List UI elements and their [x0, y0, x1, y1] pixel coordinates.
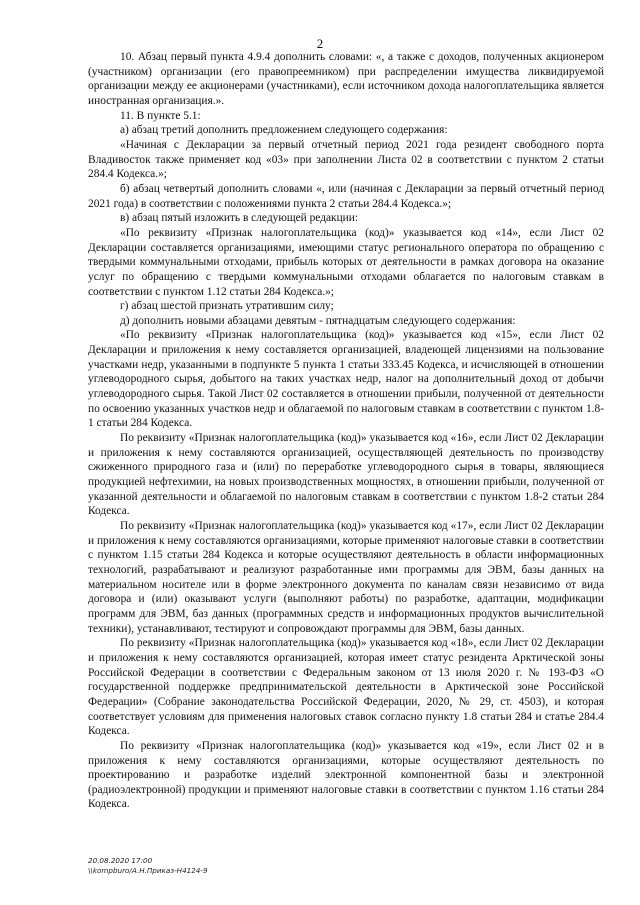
- paragraph-code-16: По реквизиту «Признак налогоплательщика (код)» указывается код «16», если Лист 02 Декларации и приложения к нему составляются организацией, осуществляющей деятельность по производству сжиженного природного газа и (или) по переработке углеводородного сырья в товары, являющиеся продукцией нефтехимии, на новых производственных мощностях, в отношении прибыли, полученной от указанной деятельности и облагаемой по налоговым ставкам в соответствии с пунктом 1.8-2 статьи 284 Кодекса.: [88, 432, 604, 518]
- paragraph-11b: б) абзац четвертый дополнить словами «, или (начиная с Декларации за первый отчетный период 2021 года) в соответствии с положениями пункта 2 статьи 284.4 Кодекса.»;: [88, 182, 604, 210]
- paragraph-code-14: «По реквизиту «Признак налогоплательщика (код)» указывается код «14», если Лист 02 Декларации составляется организациями, имеющими статус регионального оператора по обращению с твердыми коммунальными отходами, прибыль которых от деятельности в рамках договора на оказание услуг по обращению с твердыми коммунальными отходами облагается по налоговым ставкам в соответствии с пунктом 1.12 статьи 284 Кодекса.»;: [88, 226, 604, 298]
- paragraph-code-19: По реквизиту «Признак налогоплательщика (код)» указывается код «19», если Лист 02 и в приложения к нему составляются организациями, которые осуществляют деятельность по проектированию и разработке изделий электронной компонентной базы и электронной (радиоэлектронной) продукции и применяют налоговые ставки в соответствии с пунктом 1.16 статьи 284 Кодекса.: [88, 739, 604, 811]
- footer-timestamp: 20.08.2020 17:00: [88, 856, 153, 865]
- page-number: 2: [316, 36, 324, 51]
- paragraph-code-17: По реквизиту «Признак налогоплательщика (код)» указывается код «17», если Лист 02 Декларации и приложения к нему составляются организациями, которые применяют налоговые ставки в соответствии с пунктом 1.15 статьи 284 Кодекса и которые осуществляют деятельность в области информационных технологий, разрабатывают и реализуют разработанные ими программы для ЭВМ, базы данных на материальном носителе или в форме электронного документа по каналам связи независимо от вида договора и (или) оказывают услуги (выполняют работы) по разработке, адаптации, модификации программ для ЭВМ, баз данных (программных средств и информационных продуктов вычислительной техники), устанавливают, тестируют и сопровождают программы для ЭВМ, базы данных.: [88, 520, 604, 635]
- document-body: [88, 50, 604, 812]
- paragraph-11a: а) абзац третий дополнить предложением следующего содержания:: [120, 124, 448, 137]
- paragraph-11d: д) дополнить новыми абзацами девятым - пятнадцатым следующего содержания:: [120, 314, 516, 327]
- paragraph-11: 11. В пункте 5.1:: [120, 109, 201, 122]
- paragraph-10: 10. Абзац первый пункта 4.9.4 дополнить словами: «, а также с доходов, полученных акционером (участником) организации (его правопреемником) при распределении имущества ликвидируемой организации между ее акционерами (участниками), если источником дохода налогоплательщика является иностранная организация.».: [88, 51, 604, 107]
- footer-file-path: \\kompburo/A.H.Приказ-Н4124-9: [88, 866, 208, 875]
- paragraph-code-18: По реквизиту «Признак налогоплательщика (код)» указывается код «18», если Лист 02 Декларации и приложения к нему составляются организацией, которая имеет статус резидента Арктической зоны Российской Федерации в соответствии с Федеральным законом от 13 июля 2020 г. № 193-ФЗ «О государственной поддержке предпринимательской деятельности в Арктической зоне Российской Федерации» (Собрание законодательства Российской Федерации, 2020, № 29, ст. 4503), и которая соответствует условиям для применения налоговых ставок согласно пункту 1.8 статьи 284 и статье 284.4 Кодекса.: [88, 637, 604, 738]
- document-footer: [88, 856, 208, 876]
- paragraph-code-15: «По реквизиту «Признак налогоплательщика (код)» указывается код «15», если Лист 02 Декларации и приложения к нему составляется организацией, владеющей лицензиями на пользование участками недр, указанными в подпункте 5 пункта 1 статьи 333.45 Кодекса, и исчисляющей в отношении углеводородного сырья, добытого на таких участках недр, налог на дополнительный доход от добычи углеводородного сырья. Такой Лист 02 составляется в отношении прибыли, полученной от деятельности по освоению указанных участков недр и облагаемой по налоговым ставкам в соответствии с пунктом 1.8-1 статьи 284 Кодекса.: [88, 329, 604, 430]
- paragraph-11v: в) абзац пятый изложить в следующей редакции:: [120, 212, 359, 225]
- paragraph-11g: г) абзац шестой признать утратившим силу;: [120, 300, 334, 313]
- paragraph-11a-quote: «Начиная с Декларации за первый отчетный период 2021 года резидент свободного порта Владивосток также применяет код «03» при заполнении Листа 02 в соответствии с пунктом 2 статьи 284.4 Кодекса.»;: [88, 138, 604, 181]
